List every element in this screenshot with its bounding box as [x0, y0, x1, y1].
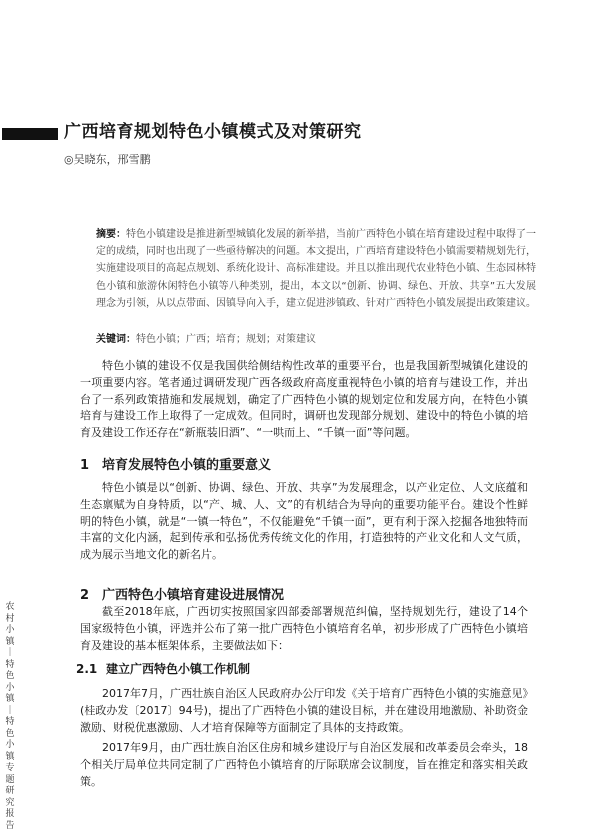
keywords: [96, 332, 536, 348]
section-2-title: 广西特色小镇培育建设进展情况: [102, 588, 285, 603]
title-accent-bar: [2, 128, 58, 140]
section-2-number: 2: [80, 588, 90, 603]
abstract-label: 摘要：: [96, 229, 126, 240]
section-2-heading: [80, 586, 540, 606]
subsection-2-1-paragraph-2: 2017年9月，由广西壮族自治区住房和城乡建设厅与自治区发展和改革委员会牵头，18个相关厅局单位共同定制了广西特色小镇培育的厅际联席会议制度，旨在推定和落实相关政策。: [80, 741, 528, 788]
section-1-heading: [80, 456, 540, 476]
section-1-title: 培育发展特色小镇的重要意义: [102, 458, 272, 473]
subsection-2-1-number: 2.1: [76, 662, 98, 676]
journal-side-label: 农村小镇｜特色小镇｜特色小镇专题研究报告: [5, 602, 15, 831]
abstract: [96, 226, 536, 312]
article-authors: ◎吴晓东，邢雪鹏: [64, 153, 151, 166]
keywords-text: 特色小镇；广西；培育；规划；对策建议: [136, 334, 316, 345]
section-2-paragraph: 截至2018年底，广西切实按照国家四部委部署规范纠偏，坚持规划先行，建设了14个国家级特色小镇，评选并公布了第一批广西特色小镇培育名单，初步形成了广西特色小镇培育及建设的基本框架体系，主要做法如下：: [80, 605, 528, 652]
abstract-text: 特色小镇建设是推进新型城镇化发展的新举措，当前广西特色小镇在培育建设过程中取得了一定的成绩，同时也出现了一些亟待解决的问题。本文提出，广西培育建设特色小镇需要精规划先行，实施建设项目的高起点规划、系统化设计、高标准建设。并且以推出现代农业特色小镇、生态园林特色小镇和旅游休闲特色小镇等八种类别，提出，本文以“创新、协调、绿色、开放、共享”五大发展理念为引领，从以点带面、因镇导向入手，建立促进涉镇政、针对广西特色小镇发展提出政策建议。: [96, 229, 536, 309]
keywords-label: 关键词：: [96, 334, 136, 345]
subsection-2-1-title: 建立广西特色小镇工作机制: [106, 662, 251, 676]
section-1-paragraph: 特色小镇是以“创新、协调、绿色、开放、共享”为发展理念，以产业定位、人文底蕴和生态禀赋为自身特质，以“产、城、人、文”的有机结合为导向的重要功能平台。建设个性鲜明的特色小镇，就是“一镇一特色”，不仅能避免“千镇一面”，更有利于深入挖掘各地独特而丰富的文化内涵，起到传承和弘扬优秀传统文化的作用，打造独特的产业文化和人文气质，成为展示当地文化的新名片。: [80, 481, 528, 562]
article-title: 广西培育规划特色小镇模式及对策研究: [64, 122, 362, 142]
subsection-2-1-paragraph-1: 2017年7月，广西壮族自治区人民政府办公厅印发《关于培育广西特色小镇的实施意见》(桂政办发〔2017〕94号)，提出了广西特色小镇的建设目标，并在建设用地激励、补助资金激励、财税优惠激励、人才培育保障等方面制定了具体的支持政策。: [80, 687, 528, 734]
section-1-number: 1: [80, 458, 90, 473]
subsection-2-1-heading: [76, 660, 536, 678]
intro-paragraph: 特色小镇的建设不仅是我国供给侧结构性改革的重要平台，也是我国新型城镇化建设的一项重要内容。笔者通过调研发现广西各级政府高度重视特色小镇的培育与建设工作，并出台了一系列政策措施和发展规划，确定了广西特色小镇的规划定位和发展方向，在特色小镇培育与建设工作上取得了一定成效。但同时，调研也发现部分规划、建设中的特色小镇的培育及建设工作还存在“新瓶装旧酒”、“一哄而上、“千镇一面”等问题。: [80, 359, 528, 440]
